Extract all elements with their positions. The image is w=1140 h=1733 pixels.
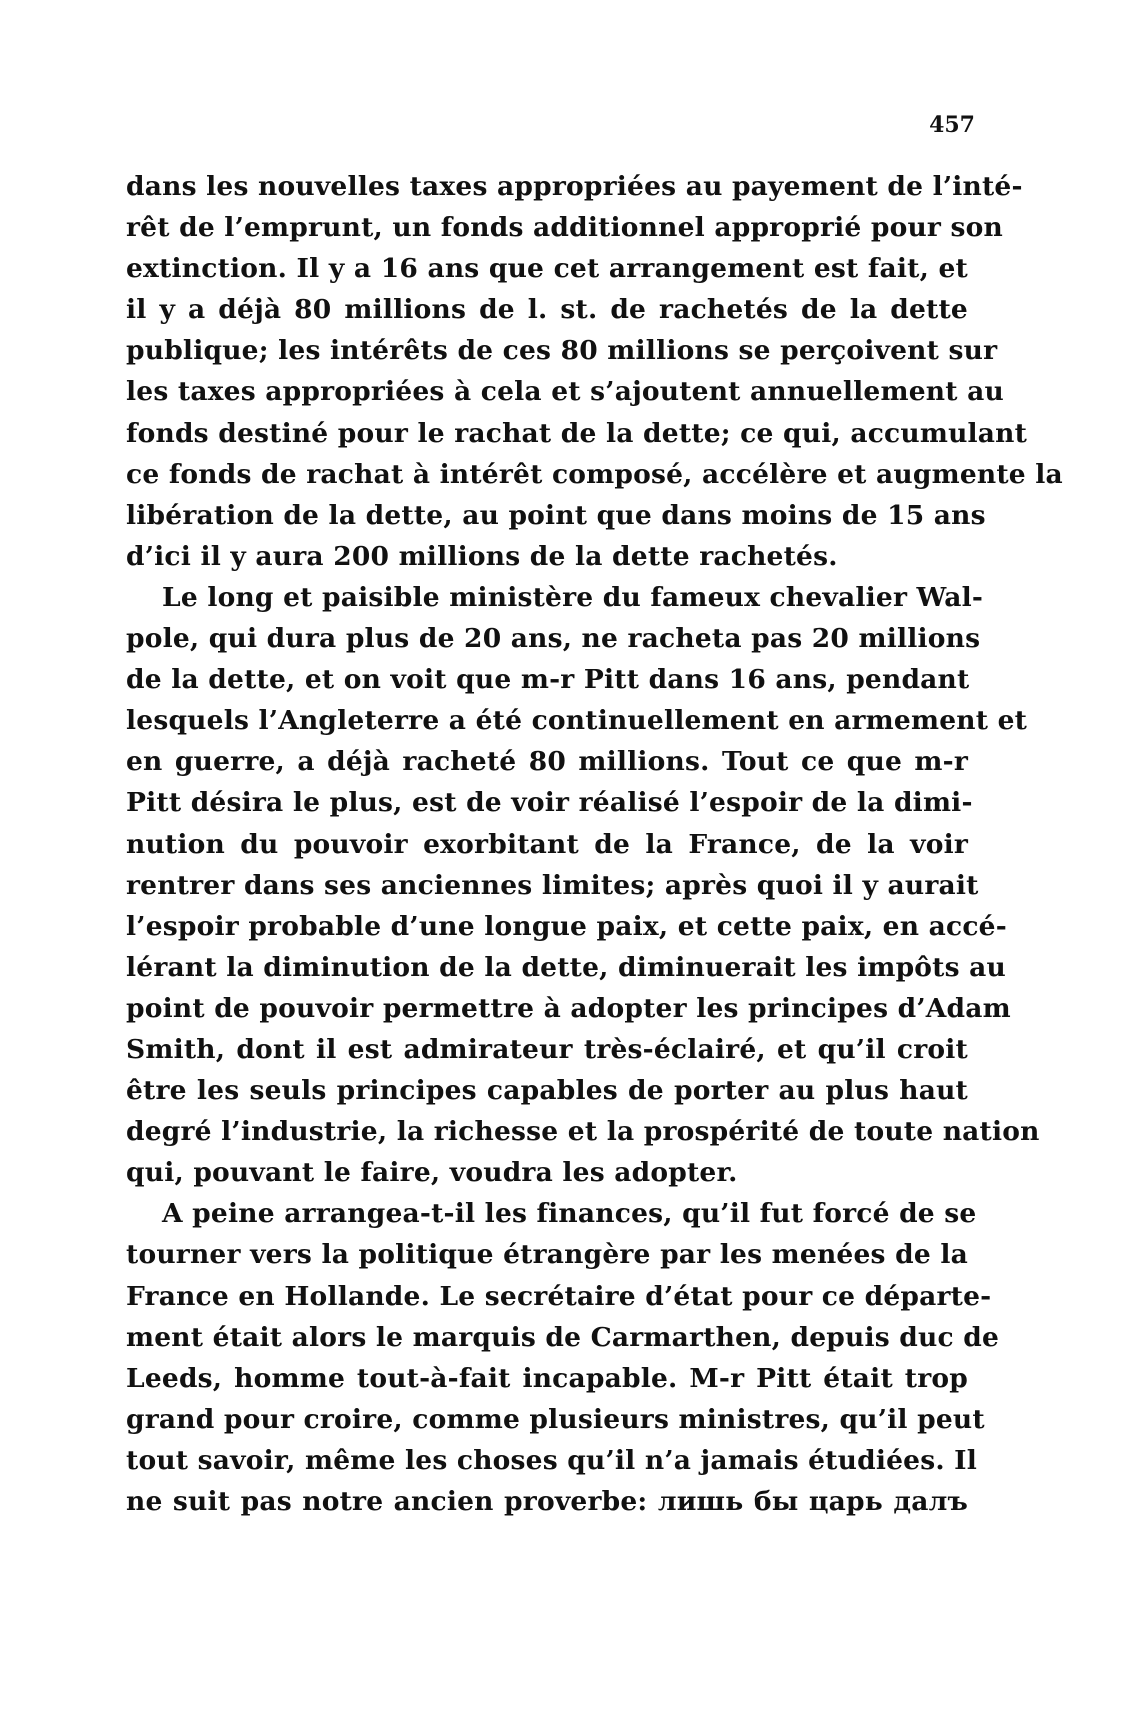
text-line: fonds destiné pour le rachat de la dette; ce qui, accumulant <box>126 417 1028 449</box>
page-number: 457 <box>929 112 975 138</box>
text-line: ne suit pas notre ancien proverbe: лишь бы царь далъ <box>126 1486 968 1517</box>
text-line: libération de la dette, au point que dans moins de 15 ans <box>126 499 986 531</box>
text-line: qui, pouvant le faire, voudra les adopter. <box>126 1157 738 1189</box>
text-line: nution du pouvoir exorbitant de la France, de la voir <box>126 828 968 860</box>
text-line: Pitt désira le plus, est de voir réalisé l’espoir de la dimi- <box>126 787 973 819</box>
text-line: extinction. Il y a 16 ans que cet arrangement est fait, et <box>126 253 968 285</box>
text-line: lérant la diminution de la dette, diminuerait les impôts au <box>126 951 1006 983</box>
text-line: les taxes appropriées à cela et s’ajoutent annuellement au <box>126 376 1004 408</box>
text-line: point de pouvoir permettre à adopter les principes d’Adam <box>126 992 1011 1024</box>
text-line: être les seuls principes capables de porter au plus haut <box>126 1075 968 1107</box>
text-line: A peine arrangea-t-il les finances, qu’il fut forcé de se <box>162 1198 977 1230</box>
text-line: de la dette, et on voit que m-r Pitt dans 16 ans, pendant <box>126 664 970 696</box>
text-line: rentrer dans ses anciennes limites; après quoi il y aurait <box>126 869 979 901</box>
text-line: d’ici il y aura 200 millions de la dette rachetés. <box>126 540 838 572</box>
text-line: Le long et paisible ministère du fameux chevalier Wal- <box>162 581 984 613</box>
paragraph-2 <box>126 577 1040 1193</box>
text-line: publique; les intérêts de ces 80 millions se perçoivent sur <box>126 335 998 367</box>
text-line: dans les nouvelles taxes appropriées au payement de l’inté- <box>126 171 1023 202</box>
paragraph-1 <box>126 166 1063 577</box>
text-line: Smith, dont il est admirateur très-éclairé, et qu’il croit <box>126 1033 968 1065</box>
text-line: l’espoir probable d’une longue paix, et cette paix, en accé- <box>126 910 1007 942</box>
text-line: grand pour croire, comme plusieurs ministres, qu’il peut <box>126 1403 985 1435</box>
text-line: tout savoir, même les choses qu’il n’a jamais étudiées. Il <box>126 1444 978 1476</box>
text-line: Leeds, homme tout-à-fait incapable. M-r Pitt était trop <box>126 1362 968 1394</box>
text-line: degré l’industrie, la richesse et la prospérité de toute nation <box>126 1116 1040 1148</box>
text-line: ce fonds de rachat à intérêt composé, accélère et augmente la <box>126 458 1063 490</box>
text-line: pole, qui dura plus de 20 ans, ne racheta pas 20 millions <box>126 623 981 655</box>
body-text <box>126 166 1063 1522</box>
text-line: ment était alors le marquis de Carmarthen, depuis duc de <box>126 1321 1000 1353</box>
text-line: tourner vers la politique étrangère par les menées de la <box>126 1239 968 1271</box>
text-line: il y a déjà 80 millions de l. st. de rachetés de la dette <box>126 294 968 326</box>
paragraph-3 <box>126 1193 1000 1522</box>
text-line: en guerre, a déjà racheté 80 millions. Tout ce que m-r <box>126 746 968 778</box>
text-line: rêt de l’emprunt, un fonds additionnel approprié pour son <box>126 212 1003 244</box>
text-line: lesquels l’Angleterre a été continuellement en armement et <box>126 705 1028 737</box>
text-line: France en Hollande. Le secrétaire d’état pour ce départe- <box>126 1280 992 1312</box>
